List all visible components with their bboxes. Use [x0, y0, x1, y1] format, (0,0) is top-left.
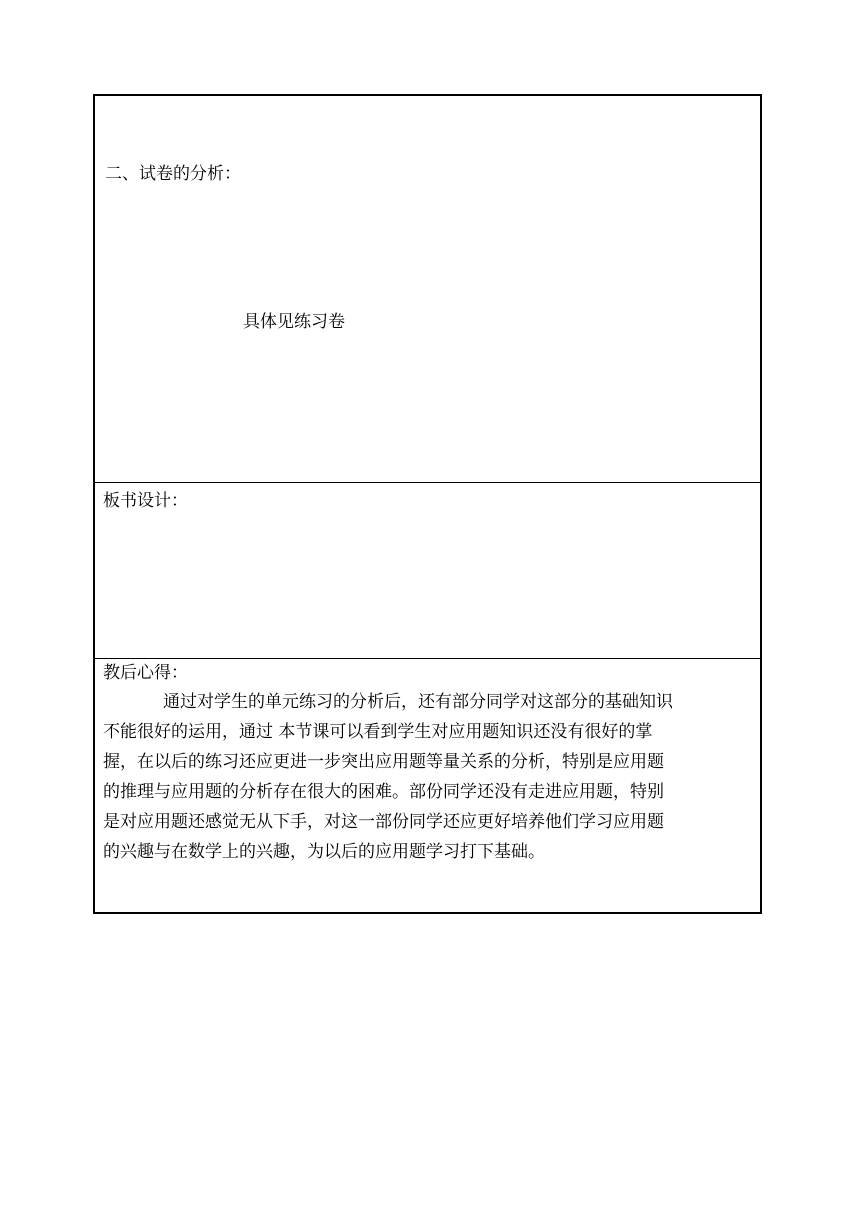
teaching-reflection-section: [95, 658, 760, 912]
test-analysis-section: [95, 96, 760, 482]
reflection-line: 不能很好的运用，通过 本节课可以看到学生对应用题知识还没有很好的掌: [103, 722, 653, 742]
board-design-heading: 板书设计：: [103, 491, 188, 511]
teaching-reflection-body: [103, 687, 753, 867]
reflection-line: 握，在以后的练习还应更进一步突出应用题等量关系的分析，特别是应用题: [103, 752, 664, 772]
board-design-section: [95, 482, 760, 658]
reflection-line: 的兴趣与在数学上的兴趣，为以后的应用题学习打下基础。: [103, 842, 545, 862]
lesson-record-table: [93, 94, 762, 914]
reflection-line: 通过对学生的单元练习的分析后，还有部分同学对这部分的基础知识: [163, 692, 673, 712]
test-analysis-heading: 二、试卷的分析：: [105, 164, 241, 184]
reflection-line: 是对应用题还感觉无从下手，对这一部份同学还应更好培养他们学习应用题: [103, 812, 664, 832]
reflection-line: 的推理与应用题的分析存在很大的困难。部份同学还没有走进应用题，特别: [103, 782, 664, 802]
teaching-reflection-heading: 教后心得：: [103, 663, 188, 683]
test-analysis-note: 具体见练习卷: [243, 312, 345, 332]
